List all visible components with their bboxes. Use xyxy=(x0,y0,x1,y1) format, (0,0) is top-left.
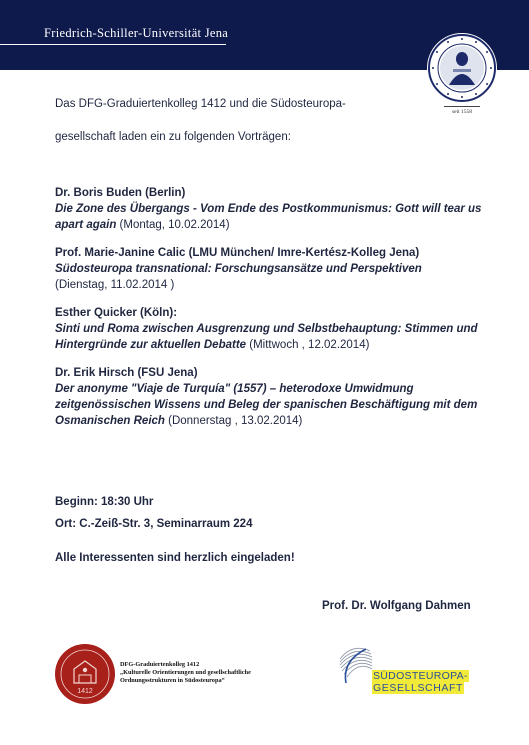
intro-text xyxy=(55,88,415,154)
event-details xyxy=(55,491,252,535)
lecture-speaker: Dr. Boris Buden (Berlin) xyxy=(55,187,186,199)
gk-line-2: „Kulturelle Orientierungen und gesellschaftliche xyxy=(120,669,251,676)
intro-line-2: gesellschaft laden ein zu folgenden Vorträgen: xyxy=(55,131,291,143)
lecture-title: Die Zone des Übergangs - Vom Ende des Postkommunismus: Gott will tear us apart again xyxy=(55,203,482,231)
university-seal-icon xyxy=(427,33,497,103)
lecture-item xyxy=(55,185,485,233)
lecture-date: (Montag, 10.02.2014) xyxy=(116,219,230,231)
graduiertenkolleg-badge-icon xyxy=(54,643,116,705)
invitation-text: Alle Interessenten sind herzlich eingeladen! xyxy=(55,552,295,564)
lecture-speaker: Esther Quicker (Köln): xyxy=(55,307,178,319)
seal-caption: seit 1558 xyxy=(444,106,480,115)
intro-line-1: Das DFG-Graduiertenkolleg 1412 und die Südosteuropa- xyxy=(55,98,346,110)
lecture-date: (Dienstag, 11.02.2014 ) xyxy=(55,279,175,291)
graduiertenkolleg-text xyxy=(120,661,320,685)
lecture-list xyxy=(55,185,485,441)
lecture-date: (Mittwoch , 12.02.2014) xyxy=(246,339,370,351)
university-name: Friedrich-Schiller-Universität Jena xyxy=(44,26,229,40)
lecture-date: (Donnerstag , 13.02.2014) xyxy=(164,415,303,427)
header-rule xyxy=(0,44,226,45)
lecture-speaker: Prof. Marie-Janine Calic (LMU München/ Imre-Kertész-Kolleg Jena) xyxy=(55,247,420,259)
lecture-speaker: Dr. Erik Hirsch (FSU Jena) xyxy=(55,367,198,379)
start-time: Beginn: 18:30 Uhr xyxy=(55,496,154,508)
lecture-item xyxy=(55,245,485,293)
lecture-item xyxy=(55,365,485,429)
sog-logo-line-2: GESELLSCHAFT xyxy=(373,682,464,694)
signer-name: Prof. Dr. Wolfgang Dahmen xyxy=(322,600,471,612)
lecture-title: Der anonyme "Viaje de Turquía" (1557) – heterodoxe Umwidmung zeitgenössischen Wissens und Beleg der spanischen Beschäftigung mit dem Osmanischen Reich xyxy=(55,383,478,427)
lecture-item xyxy=(55,305,485,353)
lecture-title: Sinti und Roma zwischen Ausgrenzung und Selbstbehauptung: Stimmen und Hintergründe zur aktuellen Debatte xyxy=(55,323,478,351)
gk-line-3: Ordnungsstrukturen in Südosteuropa“ xyxy=(120,677,225,684)
event-location: Ort: C.-Zeiß-Str. 3, Seminarraum 224 xyxy=(55,518,253,530)
lecture-title: Südosteuropa transnational: Forschungsansätze und Perspektiven xyxy=(55,263,422,275)
badge-number: 1412 xyxy=(77,688,93,695)
sog-logo-line-1: SÜDOSTEUROPA- xyxy=(373,670,468,682)
gk-line-1: DFG-Graduiertenkolleg 1412 xyxy=(120,661,200,668)
